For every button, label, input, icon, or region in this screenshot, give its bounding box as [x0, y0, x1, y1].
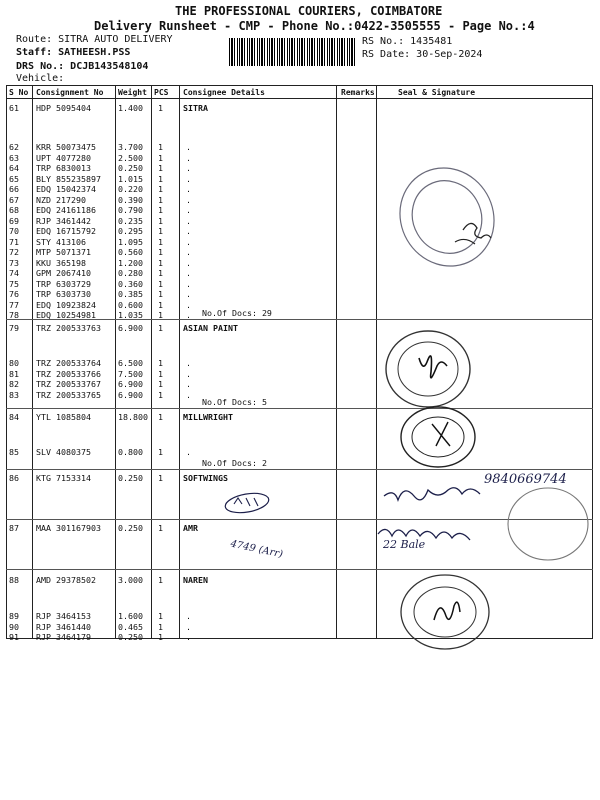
handwritten-phone: 9840669744 — [484, 472, 567, 487]
cell-sno: 84 — [9, 412, 19, 422]
cell-sno: 79 — [9, 323, 19, 333]
cell-consignment-no: EDQ 16715792 — [36, 226, 96, 236]
cell-consignment-no: TRZ 200533766 — [36, 368, 101, 379]
cell-weight: 0.250 — [118, 473, 143, 483]
cell-sno: 83 — [9, 389, 19, 400]
cell-weight: 3.000 — [118, 575, 143, 585]
cell-consignment-no: HDP 5095404 — [36, 103, 91, 113]
cell-pcs: 1 — [158, 323, 163, 333]
cell-sno: 68 — [9, 205, 19, 215]
cell-bullet: . — [186, 236, 191, 247]
docs-count: No.Of Docs: 29 — [202, 308, 272, 318]
cell-weight: 1.035 — [118, 310, 143, 320]
cell-consignment-no: KKU 365198 — [36, 257, 86, 268]
cell-bullet: . — [186, 278, 191, 289]
cell-sno: 64 — [9, 163, 19, 173]
cell-pcs: 1 — [158, 226, 163, 236]
consignee-name: SOFTWINGS — [183, 473, 228, 483]
cell-pcs: 1 — [158, 152, 163, 163]
cell-sno: 77 — [9, 299, 19, 310]
cell-weight: 2.500 — [118, 152, 143, 163]
cell-pcs: 1 — [158, 163, 163, 173]
cell-sno: 78 — [9, 310, 19, 320]
cell-consignment-no: BLY 855235897 — [36, 173, 101, 184]
cell-sno: 76 — [9, 289, 19, 299]
cell-pcs: 1 — [158, 611, 163, 621]
cell-consignment-no: TRP 6303730 — [36, 289, 91, 299]
cell-consignment-no: GPM 2067410 — [36, 268, 91, 278]
company-title: THE PROFESSIONAL COURIERS, COIMBATORE — [175, 4, 443, 18]
cell-bullet: . — [186, 163, 191, 173]
cell-bullet: . — [186, 142, 191, 152]
cell-consignment-no: UPT 4077280 — [36, 152, 91, 163]
cell-sno: 65 — [9, 173, 19, 184]
consignee-name: MILLWRIGHT — [183, 412, 233, 422]
cell-weight: 1.200 — [118, 257, 143, 268]
cell-bullet: . — [186, 389, 191, 400]
cell-bullet: . — [186, 611, 191, 621]
cell-bullet: . — [186, 447, 191, 457]
docs-count: No.Of Docs: 5 — [202, 397, 267, 407]
cell-pcs: 1 — [158, 473, 163, 483]
sitra-seal-stamp — [395, 160, 500, 275]
cell-consignment-no: RJP 3461440 — [36, 621, 91, 632]
cell-bullet: . — [186, 379, 191, 389]
cell-pcs: 1 — [158, 268, 163, 278]
cell-pcs: 1 — [158, 142, 163, 152]
cell-weight: 0.390 — [118, 194, 143, 205]
cell-weight: 0.280 — [118, 268, 143, 278]
cell-sno: 71 — [9, 236, 19, 247]
cell-bullet: . — [186, 247, 191, 257]
cell-sno: 73 — [9, 257, 19, 268]
cell-consignment-no: STY 413106 — [36, 236, 86, 247]
cell-consignment-no: TRZ 200533767 — [36, 379, 101, 389]
cell-sno: 63 — [9, 152, 19, 163]
cell-bullet: . — [186, 299, 191, 310]
cell-consignment-no: TRP 6830013 — [36, 163, 91, 173]
cell-consignment-no: TRZ 200533764 — [36, 358, 101, 368]
cell-weight: 6.900 — [118, 379, 143, 389]
vehicle-label: Vehicle: — [16, 73, 65, 84]
col-remarks: Remarks — [341, 88, 375, 97]
cell-weight: 0.250 — [118, 632, 143, 642]
cell-sno: 66 — [9, 184, 19, 194]
cell-pcs: 1 — [158, 247, 163, 257]
cell-sno: 88 — [9, 575, 19, 585]
consignee-name: NAREN — [183, 575, 208, 585]
cell-consignment-no: SLV 4080375 — [36, 447, 91, 457]
asian-paints-stamp — [383, 328, 473, 410]
cell-weight: 6.900 — [118, 323, 143, 333]
naren-electronics-stamp — [398, 572, 493, 652]
cell-sno: 70 — [9, 226, 19, 236]
cell-sno: 90 — [9, 621, 19, 632]
cell-consignment-no: TRZ 200533765 — [36, 389, 101, 400]
cell-consignment-no: RJP 3464179 — [36, 632, 91, 642]
cell-pcs: 1 — [158, 184, 163, 194]
consignee-name: AMR — [183, 523, 198, 533]
col-consignment: Consignment No — [36, 88, 104, 97]
rs-number: RS No.: 1435481 — [362, 36, 453, 47]
cell-weight: 18.800 — [118, 412, 148, 422]
cell-bullet: . — [186, 173, 191, 184]
cell-weight: 6.900 — [118, 389, 143, 400]
cell-bullet: . — [186, 310, 191, 320]
cell-pcs: 1 — [158, 389, 163, 400]
cell-pcs: 1 — [158, 205, 163, 215]
cell-sno: 86 — [9, 473, 19, 483]
cell-pcs: 1 — [158, 575, 163, 585]
cell-weight: 6.500 — [118, 358, 143, 368]
col-consignee: Consignee Details — [183, 88, 265, 97]
cell-sno: 62 — [9, 142, 19, 152]
cell-weight: 0.465 — [118, 621, 143, 632]
cell-pcs: 1 — [158, 103, 163, 113]
cell-weight: 0.385 — [118, 289, 143, 299]
cell-weight: 7.500 — [118, 368, 143, 379]
staff-label: Staff: SATHEESH.PSS — [16, 47, 131, 58]
route-label: Route: SITRA AUTO DELIVERY — [16, 34, 173, 45]
cell-sno: 72 — [9, 247, 19, 257]
cell-bullet: . — [186, 152, 191, 163]
cell-pcs: 1 — [158, 447, 163, 457]
cell-pcs: 1 — [158, 278, 163, 289]
cell-consignment-no: TRP 6303729 — [36, 278, 91, 289]
cell-pcs: 1 — [158, 632, 163, 642]
group-divider — [6, 319, 593, 320]
softwings-signature — [380, 478, 490, 508]
cell-bullet: . — [186, 257, 191, 268]
cell-sno: 89 — [9, 611, 19, 621]
cell-consignment-no: NZD 217290 — [36, 194, 86, 205]
cell-bullet: . — [186, 194, 191, 205]
cell-pcs: 1 — [158, 194, 163, 205]
cell-pcs: 1 — [158, 358, 163, 368]
cell-weight: 0.220 — [118, 184, 143, 194]
cell-weight: 1.400 — [118, 103, 143, 113]
cell-sno: 61 — [9, 103, 19, 113]
cell-consignment-no: EDQ 10254981 — [36, 310, 96, 320]
cell-weight: 1.015 — [118, 173, 143, 184]
cell-pcs: 1 — [158, 412, 163, 422]
cell-bullet: . — [186, 226, 191, 236]
cell-consignment-no: RJP 3461442 — [36, 215, 91, 226]
cell-weight: 0.790 — [118, 205, 143, 215]
consignee-name: ASIAN PAINT — [183, 323, 238, 333]
group-divider — [6, 569, 593, 570]
cell-bullet: . — [186, 358, 191, 368]
cell-bullet: . — [186, 184, 191, 194]
cell-bullet: . — [186, 632, 191, 642]
cell-consignment-no: RJP 3464153 — [36, 611, 91, 621]
cell-consignment-no: KTG 7153314 — [36, 473, 91, 483]
handwritten-note: 4749 (Arr) — [229, 538, 284, 561]
cell-bullet: . — [186, 368, 191, 379]
cell-pcs: 1 — [158, 289, 163, 299]
col-pcs: PCS — [154, 88, 169, 97]
cell-sno: 80 — [9, 358, 19, 368]
cell-consignment-no: EDQ 24161186 — [36, 205, 96, 215]
cell-sno: 91 — [9, 632, 19, 642]
cell-pcs: 1 — [158, 310, 163, 320]
consignee-name: SITRA — [183, 103, 208, 113]
cell-weight: 0.250 — [118, 163, 143, 173]
cell-bullet: . — [186, 205, 191, 215]
cell-pcs: 1 — [158, 173, 163, 184]
cell-sno: 75 — [9, 278, 19, 289]
cell-weight: 0.360 — [118, 278, 143, 289]
docs-count: No.Of Docs: 2 — [202, 458, 267, 468]
cell-bullet: . — [186, 215, 191, 226]
drs-number: DRS No.: DCJB143548104 — [16, 61, 149, 72]
cell-bullet: . — [186, 268, 191, 278]
health-care-stamp — [500, 484, 590, 562]
cell-sno: 69 — [9, 215, 19, 226]
cell-pcs: 1 — [158, 236, 163, 247]
cell-sno: 74 — [9, 268, 19, 278]
col-sno: S No — [9, 88, 29, 97]
cell-pcs: 1 — [158, 368, 163, 379]
cell-weight: 0.800 — [118, 447, 143, 457]
col-weight: Weight — [118, 88, 147, 97]
cell-sno: 82 — [9, 379, 19, 389]
cell-weight: 3.700 — [118, 142, 143, 152]
cell-weight: 0.250 — [118, 523, 143, 533]
cell-consignment-no: AMD 29378502 — [36, 575, 96, 585]
group-divider — [6, 408, 593, 409]
cell-consignment-no: EDQ 15042374 — [36, 184, 96, 194]
cell-bullet: . — [186, 289, 191, 299]
cell-pcs: 1 — [158, 379, 163, 389]
cell-consignment-no: EDQ 10923824 — [36, 299, 96, 310]
col-seal-signature: Seal & Signature — [398, 88, 476, 97]
cell-sno: 67 — [9, 194, 19, 205]
cell-weight: 1.600 — [118, 611, 143, 621]
cell-pcs: 1 — [158, 621, 163, 632]
cell-pcs: 1 — [158, 257, 163, 268]
cell-pcs: 1 — [158, 215, 163, 226]
cell-weight: 0.600 — [118, 299, 143, 310]
cell-pcs: 1 — [158, 523, 163, 533]
cell-consignment-no: TRZ 200533763 — [36, 323, 101, 333]
cell-consignment-no: MTP 5071371 — [36, 247, 91, 257]
rs-date: RS Date: 30-Sep-2024 — [362, 49, 483, 60]
handwritten-date: 22 Bale — [383, 538, 426, 551]
cell-pcs: 1 — [158, 299, 163, 310]
cell-consignment-no: KRR 50073475 — [36, 142, 96, 152]
runsheet-title: Delivery Runsheet - CMP - Phone No.:0422-3505555 - Page No.:4 — [94, 19, 535, 33]
cell-weight: 0.235 — [118, 215, 143, 226]
cell-weight: 0.560 — [118, 247, 143, 257]
cell-consignment-no: MAA 301167903 — [36, 523, 101, 533]
millwright-stamp — [398, 404, 478, 470]
cell-weight: 0.295 — [118, 226, 143, 236]
barcode — [229, 38, 357, 66]
softwings-signature-mark — [222, 490, 272, 516]
cell-sno: 85 — [9, 447, 19, 457]
cell-consignment-no: YTL 1085804 — [36, 412, 91, 422]
cell-weight: 1.095 — [118, 236, 143, 247]
cell-bullet: . — [186, 621, 191, 632]
cell-sno: 87 — [9, 523, 19, 533]
group-divider — [6, 469, 593, 470]
cell-sno: 81 — [9, 368, 19, 379]
